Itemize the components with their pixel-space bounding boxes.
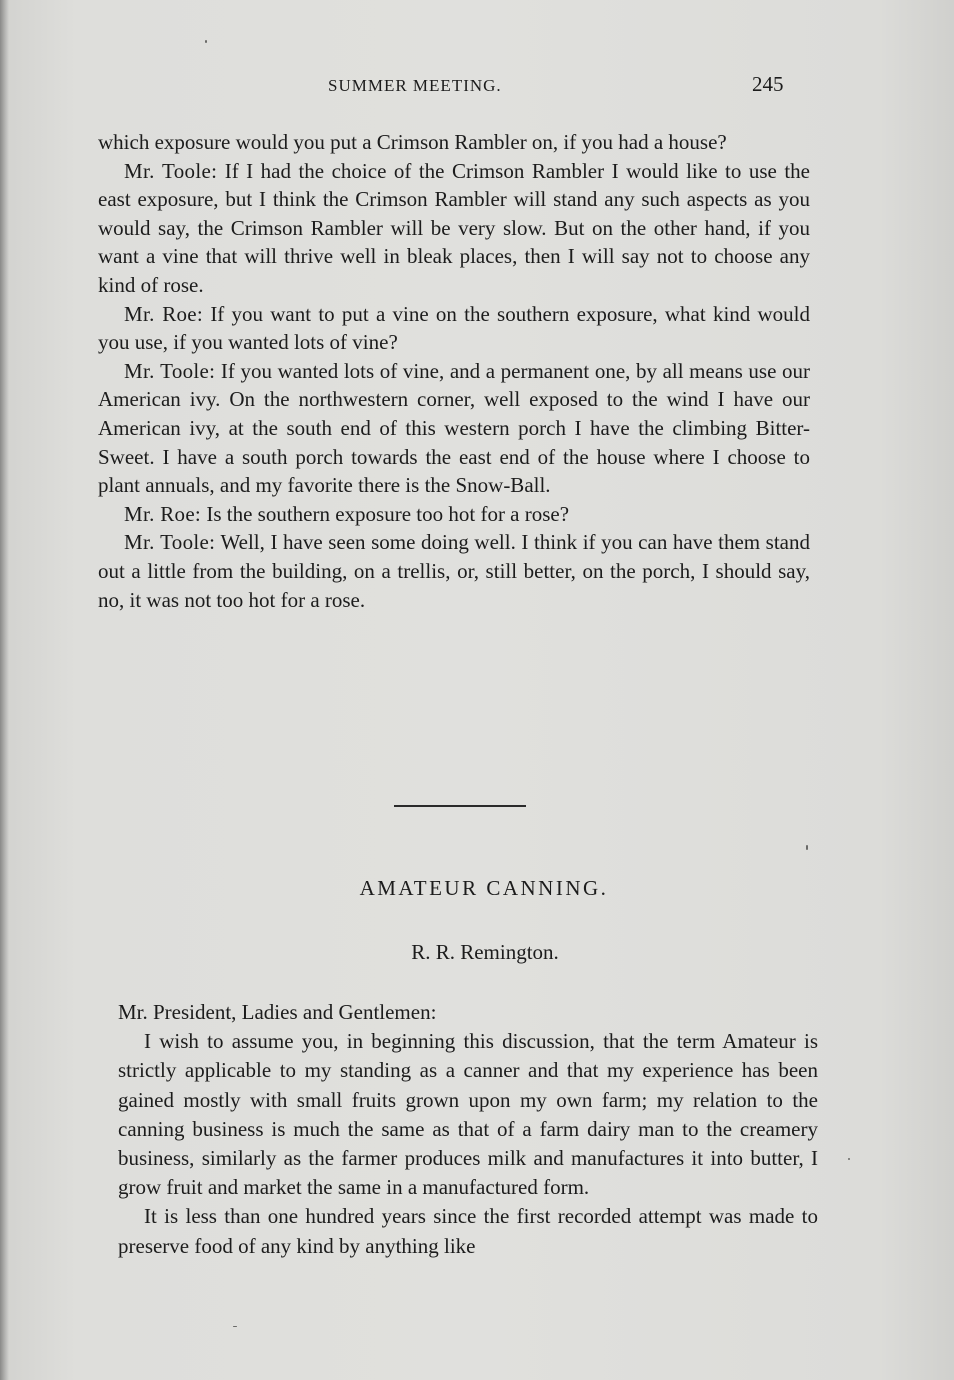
- speech-text: If you wanted lots of vine, and a permanent one, by all means use our American ivy. On the northwestern corner, well exposed to the wind I have our American ivy, at the south end of this western porch I have the climbing Bitter-Sweet. I have a south porch towards the east end of the house where I choose to plant annuals, and my favorite there is the Snow-Ball.: [98, 358, 810, 498]
- running-head: SUMMER MEETING.: [328, 76, 502, 95]
- page-gutter-shadow: [0, 0, 9, 1380]
- scan-speck: [848, 1158, 850, 1160]
- paragraph: It is less than one hundred years since the first recorded attempt was made to preserve food of any kind by anything like: [118, 1204, 818, 1258]
- speech-text: Well, I have seen some doing well. I think if you can have them stand out a little from the building, on a trellis, or, still better, on the porch, I should say, no, it was not too hot for a rose.: [98, 530, 810, 612]
- scan-speck: [233, 1326, 237, 1327]
- speaker-name: Mr. Roe:: [124, 501, 202, 526]
- speaker-name: Mr. Toole:: [124, 358, 216, 383]
- paragraph: I wish to assume you, in beginning this discussion, that the term Amateur is strictly applicable to my standing as a canner and that my experience has been gained mostly with small fruits grown upon my own farm; my relation to the canning business is much the same as that of a farm dairy man to the creamery business, similarly as the farmer produces milk and manufactures it into butter, I grow fruit and market the same in a manufactured form.: [118, 1029, 818, 1200]
- speech-text: Is the southern exposure too hot for a rose?: [206, 501, 570, 526]
- page-number: 245: [752, 72, 784, 96]
- speaker-name: Mr. Toole:: [124, 158, 218, 183]
- speech-text: If I had the choice of the Crimson Rambler I would like to use the east exposure, but I think the Crimson Rambler will stand any such aspects as you would say, the Crimson Rambler will be very slow. But on the other hand, if you want a vine that will thrive well in bleak places, then I will say not to choose any kind of rose.: [98, 158, 810, 297]
- article-text: [118, 998, 818, 1261]
- section-title: AMATEUR CANNING.: [359, 876, 609, 900]
- paragraph: [98, 300, 810, 357]
- paragraph: [98, 357, 810, 500]
- salutation: Mr. President, Ladies and Gentlemen:: [118, 1000, 437, 1024]
- paragraph: [98, 528, 810, 614]
- paragraph: which exposure would you put a Crimson Rambler on, if you had a house?: [98, 130, 727, 154]
- paragraph: [98, 500, 810, 529]
- speech-text: If you want to put a vine on the southern exposure, what kind would you use, if you wanted lots of vine?: [98, 301, 811, 355]
- speaker-name: Mr. Toole:: [124, 530, 216, 555]
- section-author: R. R. Remington.: [411, 940, 559, 964]
- scan-speck: [205, 40, 207, 43]
- scan-speck: [806, 845, 808, 850]
- section-divider: [394, 805, 526, 807]
- speaker-name: Mr. Roe:: [124, 301, 204, 326]
- discussion-text: [98, 128, 810, 614]
- paragraph: [98, 157, 810, 300]
